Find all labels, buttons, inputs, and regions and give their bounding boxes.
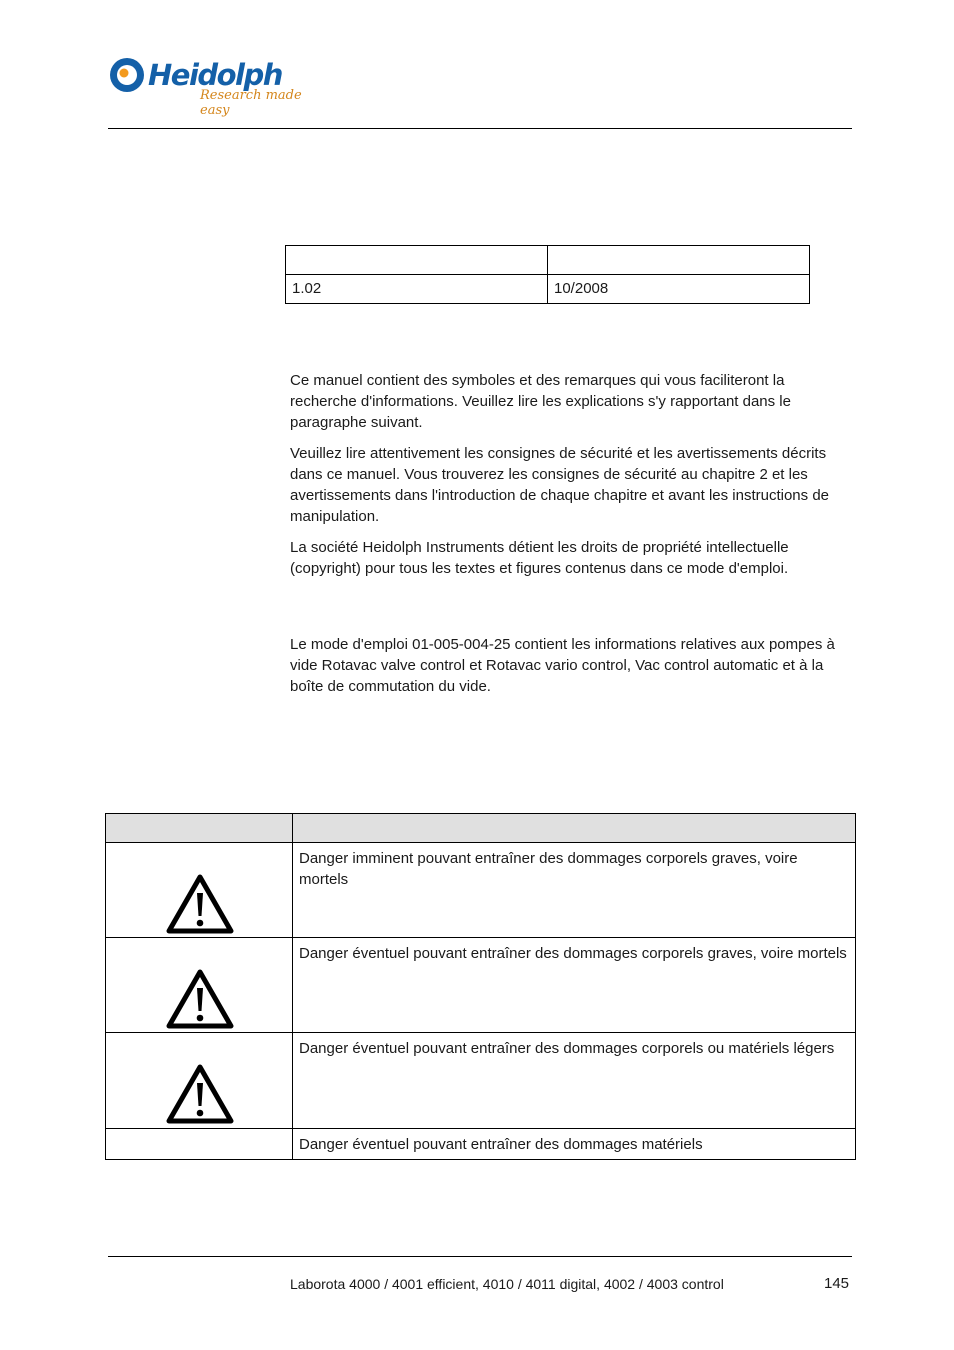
brand-name: Heidolph — [148, 58, 282, 92]
table-row — [286, 246, 810, 275]
intro-paragraph: Le mode d'emploi 01-005-004-25 contient les informations relatives aux pompes à vide Rotavac valve control et Rotavac vario control, Vac control automatic et à la boîte de commutation du vide. — [290, 636, 835, 695]
table-cell — [106, 1033, 293, 1129]
warning-triangle-icon — [166, 1063, 234, 1125]
table-row — [286, 275, 810, 304]
table-row — [106, 1129, 856, 1160]
heidolph-logo-mark-icon — [108, 54, 152, 98]
table-cell — [548, 246, 810, 275]
warning-triangle-icon — [166, 873, 234, 935]
table-cell — [106, 843, 293, 938]
symbol-description: Danger éventuel pouvant entraîner des dommages corporels graves, voire mortels — [293, 938, 856, 1033]
intro-paragraph: Ce manuel contient des symboles et des remarques qui vous faciliteront la recherche d'informations. Veuillez lire les explications s'y rapportant dans le paragraphe suivant. — [290, 372, 791, 431]
page-number: 145 — [824, 1275, 850, 1292]
table-row — [106, 843, 856, 938]
symbol-table — [105, 813, 856, 1160]
symbol-description: Danger imminent pouvant entraîner des dommages corporels graves, voire mortels — [293, 843, 856, 938]
intro-paragraph: La société Heidolph Instruments détient les droits de propriété intellectuelle (copyright) pour tous les textes et figures contenus dans ce mode d'emploi. — [290, 539, 789, 577]
version-number: 1.02 — [286, 275, 548, 304]
symbol-description: Danger éventuel pouvant entraîner des dommages corporels ou matériels légers — [293, 1033, 856, 1129]
table-header-cell — [293, 814, 856, 843]
header-rule — [108, 128, 852, 129]
table-header-row — [106, 814, 856, 843]
table-row — [106, 938, 856, 1033]
table-cell — [286, 246, 548, 275]
warning-triangle-icon — [166, 968, 234, 1030]
version-table — [285, 245, 810, 304]
brand-tagline: Research made easy — [200, 88, 302, 118]
footer-rule — [108, 1256, 852, 1257]
table-cell — [106, 1129, 293, 1160]
table-row — [106, 1033, 856, 1129]
table-cell — [106, 938, 293, 1033]
table-header-cell — [106, 814, 293, 843]
symbol-description: Danger éventuel pouvant entraîner des dommages matériels — [293, 1129, 856, 1160]
footer-product-name: Laborota 4000 / 4001 efficient, 4010 / 4011 digital, 4002 / 4003 control — [290, 1276, 724, 1292]
version-date: 10/2008 — [548, 275, 810, 304]
heidolph-logo — [108, 52, 328, 118]
intro-paragraph: Veuillez lire attentivement les consignes de sécurité et les avertissements décrits dans ce manuel. Vous trouverez les consignes de sécurité au chapitre 2 et les avertissements dans l'introduction de chaque chapitre et avant les instructions de manipulation. — [290, 445, 830, 525]
